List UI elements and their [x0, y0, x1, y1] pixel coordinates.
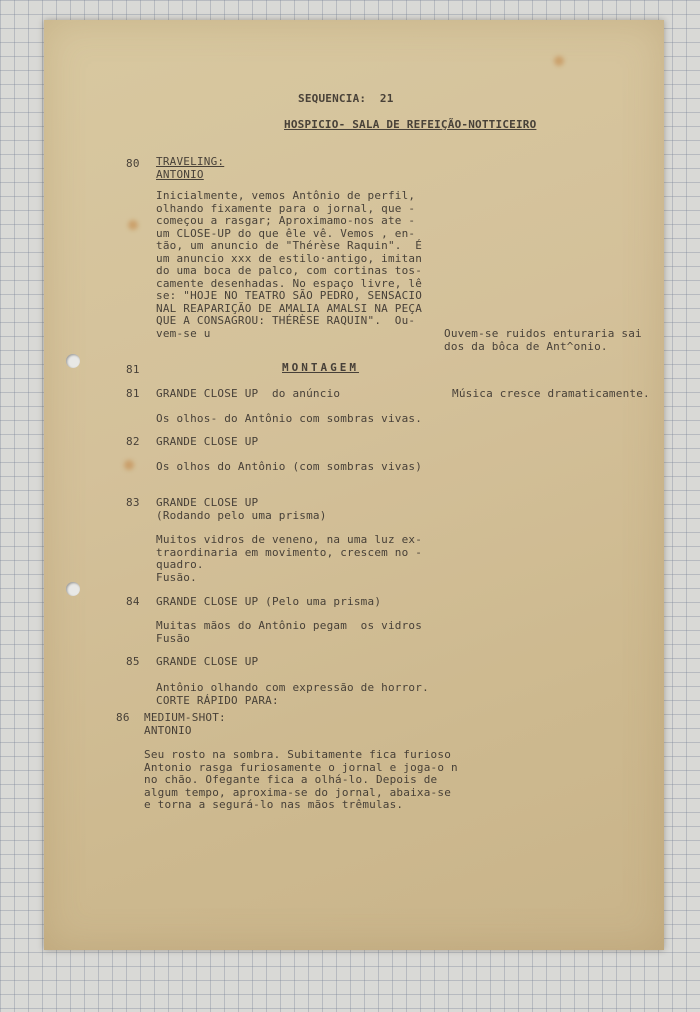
- shot-number: 84: [126, 595, 140, 608]
- shot-description: Inicialmente, vemos Antônio de perfil, olhando fixamente para o jornal, que - começou a rasgar; Aproximamo-nos ate - um CLOSE-UP do que êle vê. Vemos , en- tão, um anuncio de "Thérèse Raquin". É um anuncio xxx de estilo·antigo, imitan do uma boca de palco, com cortinas tos- camente desenhadas. No espaço livre, lê se: "HOJE NO TEATRO SÃO PEDRO, SENSACIO NAL REAPARIÇÃO DE AMALIA AMALSI NA PEÇA QUE A CONSAGROU: THÉRÈSE RAQUIN". Ou- vem-se u: [156, 189, 423, 340]
- shot-description: Muitas mãos do Antônio pegam os vidros Fusão: [156, 619, 423, 645]
- shot-number: 86: [116, 711, 130, 724]
- shot-heading: GRANDE CLOSE UP do anúncio: [156, 387, 341, 400]
- shot-number: 80: [126, 157, 140, 170]
- shot-heading: GRANDE CLOSE UP: [156, 435, 259, 448]
- shot-number: 81: [126, 387, 140, 400]
- montage-number: 81: [126, 363, 140, 376]
- shot-heading: GRANDE CLOSE UP (Rodando pelo uma prisma): [156, 496, 327, 522]
- rust-stain: [124, 460, 134, 470]
- shot-number: 85: [126, 655, 140, 668]
- sound-cue: Música cresce dramaticamente.: [452, 387, 650, 400]
- montage-title: MONTAGEM: [282, 361, 359, 374]
- shot-number: 83: [126, 496, 140, 509]
- sound-cue: Ouvem-se ruidos enturaria sai dos da bôca de Ant^onio.: [444, 327, 642, 353]
- shot-description: Antônio olhando com expressão de horror. CORTE RÁPIDO PARA:: [156, 681, 429, 707]
- rust-stain: [128, 220, 138, 230]
- shot-heading: TRAVELING: ANTONIO: [156, 155, 225, 181]
- shot-description: Os olhos- do Antônio com sombras vivas.: [156, 412, 423, 425]
- shot-heading: GRANDE CLOSE UP (Pelo uma prisma): [156, 595, 382, 608]
- shot-heading: MEDIUM-SHOT: ANTONIO: [144, 711, 226, 737]
- shot-description: Seu rosto na sombra. Subitamente fica furioso Antonio rasga furiosamente o jornal e joga-o n no chão. Ofegante fica a olhá-lo. Depois de algum tempo, aproxima-se do jornal, abaixa-se e torna a segurá-lo nas mãos trêmulas.: [144, 748, 458, 811]
- rust-stain: [554, 56, 564, 66]
- shot-description: Os olhos do Antônio (com sombras vivas): [156, 460, 423, 473]
- location-heading: HOSPICIO- SALA DE REFEIÇÃO-NOTTICEIRO: [284, 118, 537, 131]
- punch-hole-bottom: [66, 582, 80, 596]
- punch-hole-top: [66, 354, 80, 368]
- sequence-heading: SEQUENCIA: 21: [298, 92, 394, 105]
- shot-description: Muitos vidros de veneno, na uma luz ex- traordinaria em movimento, crescem no - quadro. Fusão.: [156, 533, 423, 584]
- shot-heading: GRANDE CLOSE UP: [156, 655, 259, 668]
- shot-number: 82: [126, 435, 140, 448]
